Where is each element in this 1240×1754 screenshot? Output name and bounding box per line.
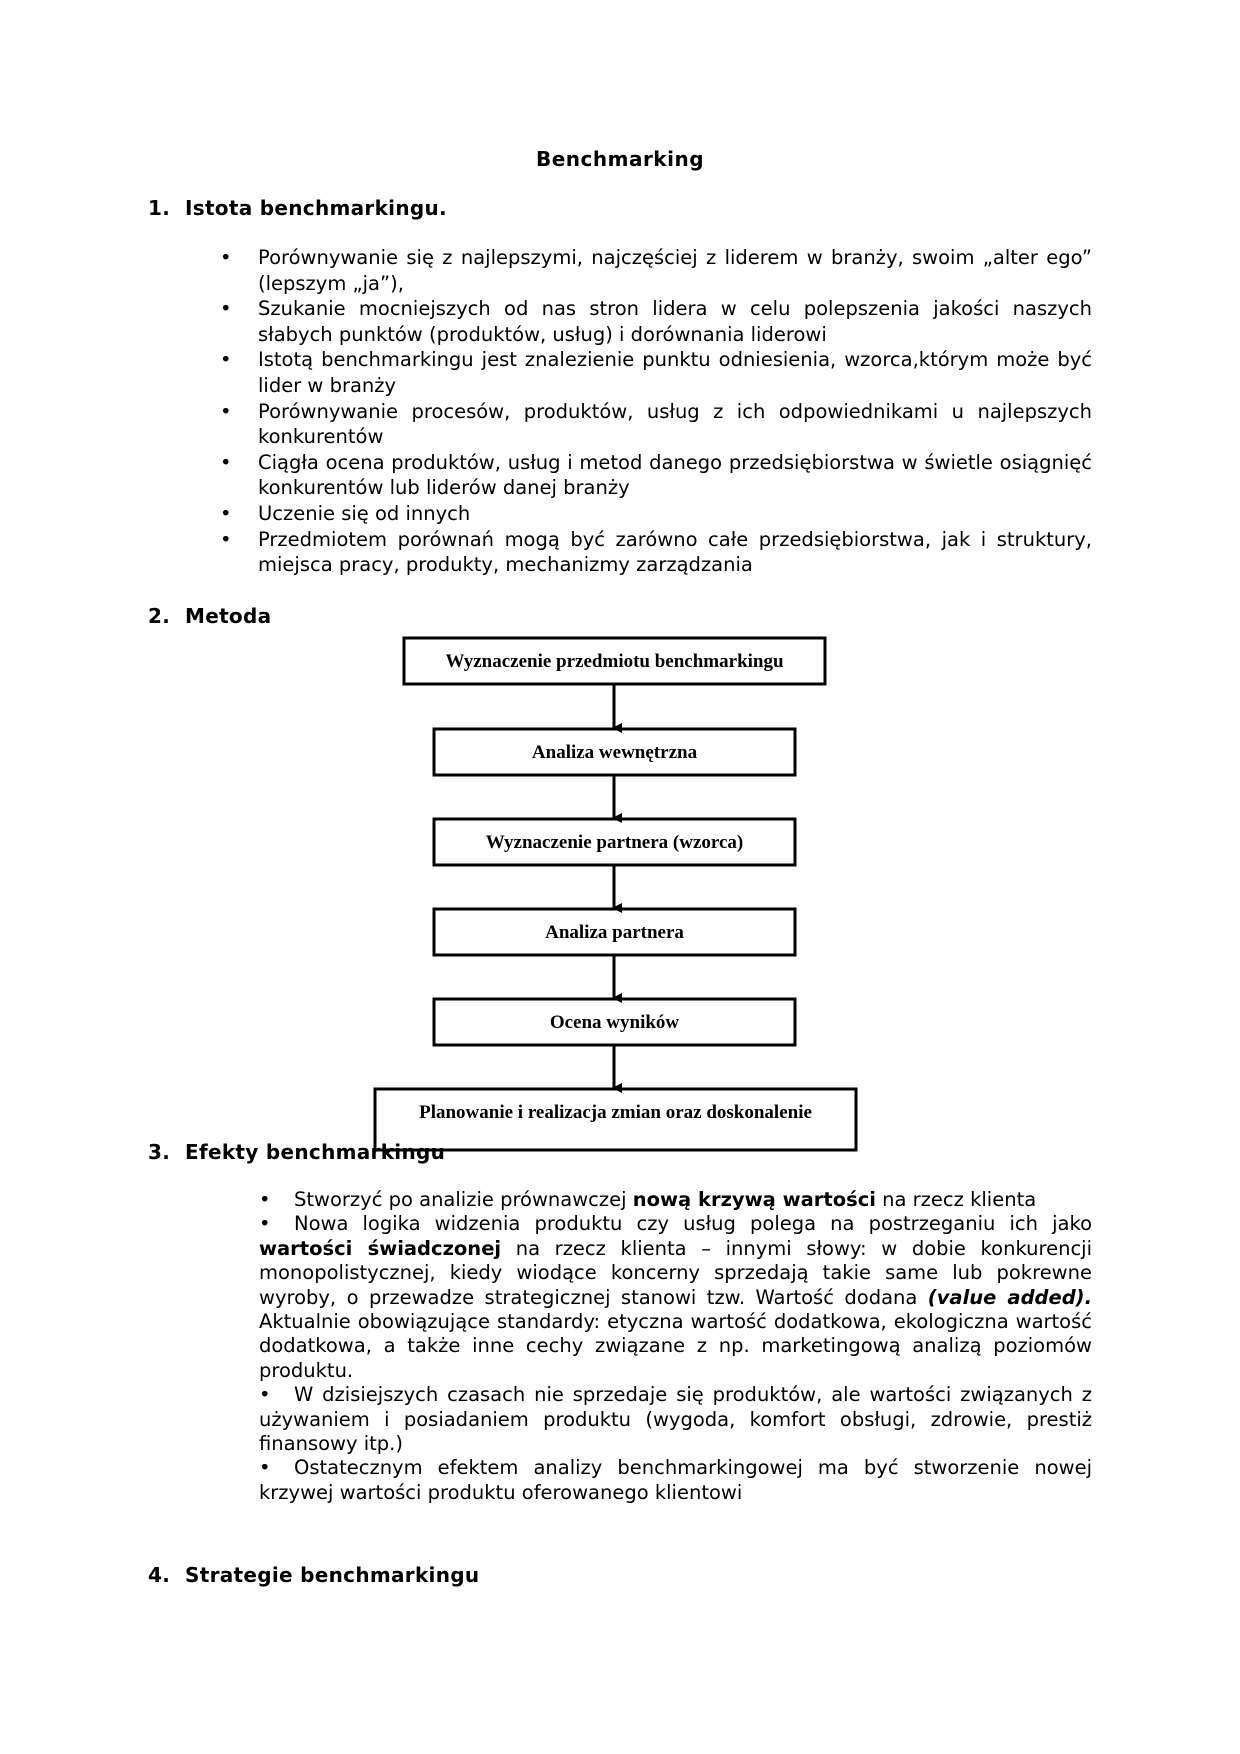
- flow-step-3: [434, 819, 795, 865]
- bullet-icon: •: [259, 1456, 271, 1480]
- list-item: • Nowa logika widzenia produktu czy usług polega na postrzeganiu ich jako wartości świadczonej na rzecz klienta – innymi słowy: w dobie konkurencji monopolistycznej, kiedy wiodące koncerny sprzedają takie same lub pokrewne wyroby, o przewadze strategicznej stanowi tzw. Wartość dodana (value added). Aktualnie obowiązujące standardy: etyczna wartość dodatkowa, ekologiczna wartość dodatkowa, a także inne cechy związane z np. marketingową analizą poziomów produktu.: [259, 1212, 1092, 1382]
- bullet-icon: •: [220, 399, 232, 423]
- list-item: • Ciągła ocena produktów, usług i metod danego przedsiębiorstwa w świetle osiągnięć konkurentów lub liderów danej branży: [220, 450, 1092, 500]
- bullet-icon: •: [259, 1383, 271, 1407]
- flow-step-label: Analiza wewnętrzna: [531, 742, 698, 763]
- bullet-icon: •: [259, 1212, 271, 1236]
- section-title: Efekty benchmarkingu: [185, 1140, 446, 1164]
- document-title: Benchmarking: [535, 147, 705, 171]
- list-item: • Uczenie się od innych: [220, 501, 471, 525]
- section-number: 2.: [148, 604, 171, 628]
- flow-step-1: [404, 638, 825, 684]
- bullet-icon: •: [220, 501, 232, 525]
- section-3-list: [259, 1188, 1092, 1505]
- bullet-icon: •: [259, 1188, 271, 1211]
- list-item: • Porównywanie procesów, produktów, usług z ich odpowiednikami u najlepszych konkurentów: [220, 399, 1092, 449]
- list-item: • Porównywanie się z najlepszymi, najczęściej z liderem w branży, swoim „alter ego” (lepszym „ja”),: [220, 246, 1092, 295]
- flow-step-2: [434, 729, 795, 775]
- section-number: 1.: [148, 196, 171, 220]
- flow-step-label: Planowanie i realizacja zmian oraz doskonalenie: [419, 1102, 812, 1123]
- flow-step-4: [434, 909, 795, 955]
- list-item: • Stworzyć po analizie prównawczej nową krzywą wartości na rzecz klienta: [259, 1188, 1037, 1211]
- list-item: • Ostatecznym efektem analizy benchmarkingowej ma być stworzenie nowej krzywej wartości produktu oferowanego klientowi: [259, 1456, 1092, 1504]
- section-3-heading: [148, 1140, 445, 1164]
- bullet-icon: •: [220, 527, 232, 551]
- list-item: • Istotą benchmarkingu jest znalezienie punktu odniesienia, wzorca,którym może być lider w branży: [220, 348, 1092, 397]
- list-item: • W dzisiejszych czasach nie sprzedaje się produktów, ale wartości związanych z używaniem i posiadaniem produktu (wygoda, komfort obsługi, zdrowie, prestiż finansowy itp.): [259, 1383, 1092, 1456]
- list-item: • Przedmiotem porównań mogą być zarówno całe przedsiębiorstwa, jak i struktury, miejsca pracy, produkty, mechanizmy zarządzania: [220, 527, 1092, 577]
- bullet-icon: •: [220, 297, 232, 321]
- section-title: Metoda: [185, 604, 272, 628]
- flow-step-5: [434, 999, 795, 1045]
- bullet-icon: •: [220, 450, 232, 474]
- flow-step-label: Wyznaczenie przedmiotu benchmarkingu: [445, 651, 784, 672]
- flow-step-label: Analiza partnera: [545, 922, 684, 943]
- flow-step-6: [375, 1089, 856, 1150]
- list-item: • Szukanie mocniejszych od nas stron lidera w celu polepszenia jakości naszych słabych punktów (produktów, usług) i dorównania liderowi: [220, 297, 1092, 346]
- section-title: Istota benchmarkingu.: [185, 196, 447, 220]
- flow-step-label: Wyznaczenie partnera (wzorca): [485, 832, 744, 853]
- bullet-icon: •: [220, 246, 232, 269]
- section-title: Strategie benchmarkingu: [185, 1563, 480, 1587]
- section-number: 3.: [148, 1140, 171, 1164]
- flow-step-label: Ocena wyników: [549, 1012, 680, 1033]
- bullet-icon: •: [220, 348, 232, 372]
- section-number: 4.: [148, 1563, 171, 1587]
- section-4-heading: [148, 1563, 479, 1587]
